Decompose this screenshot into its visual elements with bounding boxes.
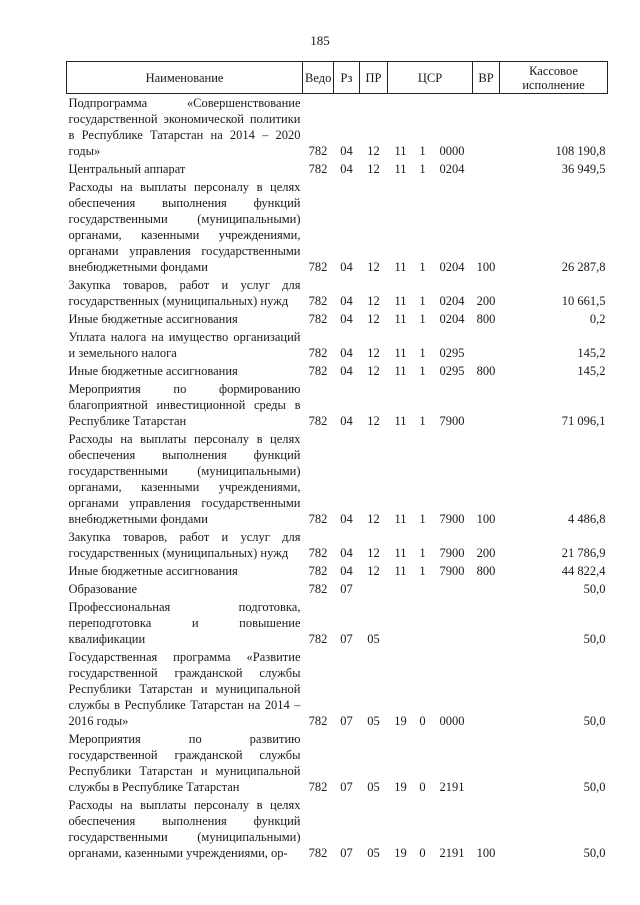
row-csr-program-cell: 11 <box>394 260 407 274</box>
row-csr-program-cell: 11 <box>394 512 407 526</box>
row-csr-subprogram-cell: 1 <box>419 162 426 176</box>
row-vr-cell: 800 <box>476 364 496 378</box>
row-rz-cell: 04 <box>340 312 353 326</box>
table-row <box>67 160 608 178</box>
row-csr-code-cell: 0295 <box>439 364 465 378</box>
row-csr-code-cell: 7900 <box>439 512 465 526</box>
row-name-cell: Расходы на выплаты персоналу в целях обеспечения выполнения функций государственными (муниципальными) органами, казенными учреждениями, органами управления государственными внебюджетными фондами <box>68 180 301 274</box>
row-amount-cell: 0,2 <box>589 312 606 326</box>
row-vr-cell: 100 <box>476 260 496 274</box>
row-csr-code-cell: 0295 <box>439 346 465 360</box>
row-name-cell: Государственная программа «Развитие государственной гражданской службы Республики Татарстан и муниципальной службы в Республике Татарстан на 2014 – 2016 годы» <box>68 650 301 728</box>
page-number: 185 <box>310 33 330 48</box>
row-csr-code-cell: 7900 <box>439 564 465 578</box>
row-amount-cell: 26 287,8 <box>561 260 606 274</box>
row-rz-cell: 07 <box>340 780 353 794</box>
row-vr-cell <box>473 328 500 362</box>
table-row <box>67 796 608 862</box>
row-name-cell: Расходы на выплаты персоналу в целях обеспечения выполнения функций государственными (муниципальными) органами, казенными учреждениями, ор- <box>68 798 301 860</box>
table-row <box>67 648 608 730</box>
row-csr-program-cell: 11 <box>394 144 407 158</box>
table-row <box>67 328 608 362</box>
row-csr-code-cell: 7900 <box>439 414 465 428</box>
row-csr-subprogram-cell: 1 <box>419 546 426 560</box>
row-ved-cell: 782 <box>308 714 328 728</box>
row-pr-cell: 05 <box>367 780 380 794</box>
row-csr-code-cell: 0000 <box>439 714 465 728</box>
row-pr-cell: 12 <box>367 414 380 428</box>
row-csr-subprogram-cell: 1 <box>419 414 426 428</box>
col-header-rz: Рз <box>334 62 360 94</box>
row-amount-cell: 50,0 <box>583 780 606 794</box>
row-csr-code-cell: 7900 <box>439 546 465 560</box>
row-ved-cell: 782 <box>308 582 328 596</box>
row-csr-program-cell: 11 <box>394 546 407 560</box>
row-csr-program-cell: 19 <box>394 846 407 860</box>
row-rz-cell: 07 <box>340 582 353 596</box>
table-row <box>67 276 608 310</box>
row-csr-program-cell: 19 <box>394 714 407 728</box>
table-header-row <box>67 62 608 94</box>
row-vr-cell <box>473 380 500 430</box>
row-csr-program-cell <box>388 598 414 648</box>
table-row <box>67 598 608 648</box>
row-amount-cell: 145,2 <box>577 346 606 360</box>
row-name-cell: Мероприятия по формированию благоприятной инвестиционной среды в Республике Татарстан <box>68 382 301 428</box>
row-vr-cell: 200 <box>476 294 496 308</box>
row-rz-cell: 07 <box>340 846 353 860</box>
row-vr-cell: 100 <box>476 512 496 526</box>
row-vr-cell: 800 <box>476 312 496 326</box>
row-csr-program-cell: 11 <box>394 294 407 308</box>
row-csr-program-cell: 11 <box>394 364 407 378</box>
row-ved-cell: 782 <box>308 512 328 526</box>
row-ved-cell: 782 <box>308 780 328 794</box>
row-csr-program-cell: 11 <box>394 564 407 578</box>
row-ved-cell: 782 <box>308 414 328 428</box>
row-pr-cell: 12 <box>367 546 380 560</box>
row-pr-cell: 12 <box>367 144 380 158</box>
row-pr-cell: 12 <box>367 312 380 326</box>
row-rz-cell: 04 <box>340 564 353 578</box>
row-ved-cell: 782 <box>308 364 328 378</box>
row-ved-cell: 782 <box>308 162 328 176</box>
row-rz-cell: 04 <box>340 260 353 274</box>
row-csr-code-cell: 0204 <box>439 294 465 308</box>
row-csr-code-cell: 2191 <box>439 846 465 860</box>
row-rz-cell: 04 <box>340 512 353 526</box>
row-amount-cell: 145,2 <box>577 364 606 378</box>
row-amount-cell: 4 486,8 <box>568 512 606 526</box>
table-row <box>67 380 608 430</box>
row-name-cell: Профессиональная подготовка, переподготовка и повышение квалификации <box>68 600 301 646</box>
row-rz-cell: 04 <box>340 162 353 176</box>
row-csr-subprogram-cell: 0 <box>419 846 426 860</box>
col-header-vr: ВР <box>473 62 500 94</box>
row-vr-cell <box>473 94 500 161</box>
row-csr-subprogram-cell: 1 <box>419 294 426 308</box>
row-csr-subprogram-cell: 0 <box>419 780 426 794</box>
row-ved-cell: 782 <box>308 144 328 158</box>
row-csr-program-cell: 11 <box>394 162 407 176</box>
row-pr-cell: 05 <box>367 846 380 860</box>
row-name-cell: Иные бюджетные ассигнования <box>68 312 238 326</box>
row-vr-cell: 100 <box>476 846 496 860</box>
row-pr-cell: 12 <box>367 162 380 176</box>
row-name-cell: Иные бюджетные ассигнования <box>68 564 238 578</box>
row-amount-cell: 10 661,5 <box>561 294 606 308</box>
row-rz-cell: 07 <box>340 714 353 728</box>
row-csr-subprogram-cell <box>414 580 432 598</box>
row-vr-cell <box>473 730 500 796</box>
table-row <box>67 562 608 580</box>
row-rz-cell: 07 <box>340 632 353 646</box>
row-amount-cell: 71 096,1 <box>561 414 606 428</box>
row-csr-code-cell: 0204 <box>439 312 465 326</box>
row-ved-cell: 782 <box>308 312 328 326</box>
table-row <box>67 580 608 598</box>
row-csr-subprogram-cell: 1 <box>419 512 426 526</box>
row-pr-cell <box>360 580 388 598</box>
row-vr-cell <box>473 580 500 598</box>
row-csr-subprogram-cell: 0 <box>419 714 426 728</box>
row-name-cell: Уплата налога на имущество организаций и земельного налога <box>68 330 301 360</box>
row-amount-cell: 50,0 <box>583 582 606 596</box>
row-rz-cell: 04 <box>340 346 353 360</box>
row-name-cell: Мероприятия по развитию государственной гражданской службы Республики Татарстан и муниципальной службы в Республике Татарстан <box>68 732 301 794</box>
row-amount-cell: 108 190,8 <box>555 144 606 158</box>
row-amount-cell: 50,0 <box>583 632 606 646</box>
row-csr-subprogram-cell: 1 <box>419 564 426 578</box>
row-csr-code-cell <box>432 598 473 648</box>
col-header-name: Наименование <box>67 62 303 94</box>
col-header-csr: ЦСР <box>388 62 473 94</box>
row-amount-cell: 50,0 <box>583 846 606 860</box>
row-pr-cell: 05 <box>367 714 380 728</box>
row-name-cell: Расходы на выплаты персоналу в целях обеспечения выполнения функций государственными (муниципальными) органами, казенными учреждениями, органами управления государственными внебюджетными фондами <box>68 432 301 526</box>
row-rz-cell: 04 <box>340 546 353 560</box>
row-pr-cell: 12 <box>367 294 380 308</box>
row-csr-code-cell: 0204 <box>439 260 465 274</box>
row-ved-cell: 782 <box>308 632 328 646</box>
row-csr-subprogram-cell <box>414 598 432 648</box>
row-ved-cell: 782 <box>308 294 328 308</box>
row-csr-program-cell: 19 <box>394 780 407 794</box>
row-pr-cell: 12 <box>367 364 380 378</box>
row-ved-cell: 782 <box>308 260 328 274</box>
row-amount-cell: 36 949,5 <box>561 162 606 176</box>
row-vr-cell <box>473 598 500 648</box>
table-row <box>67 362 608 380</box>
row-ved-cell: 782 <box>308 846 328 860</box>
row-pr-cell: 12 <box>367 260 380 274</box>
row-csr-program-cell: 11 <box>394 346 407 360</box>
row-name-cell: Подпрограмма «Совершенствование государственной экономической политики в Республике Татарстан на 2014 – 2020 годы» <box>68 96 301 158</box>
table-row <box>67 430 608 528</box>
row-vr-cell: 200 <box>476 546 496 560</box>
row-vr-cell <box>473 160 500 178</box>
row-amount-cell: 50,0 <box>583 714 606 728</box>
table-row <box>67 528 608 562</box>
row-ved-cell: 782 <box>308 346 328 360</box>
row-amount-cell: 21 786,9 <box>561 546 606 560</box>
row-csr-subprogram-cell: 1 <box>419 346 426 360</box>
row-rz-cell: 04 <box>340 364 353 378</box>
row-rz-cell: 04 <box>340 294 353 308</box>
table-row <box>67 730 608 796</box>
budget-table <box>66 61 608 862</box>
row-amount-cell: 44 822,4 <box>561 564 606 578</box>
row-csr-subprogram-cell: 1 <box>419 144 426 158</box>
row-csr-program-cell: 11 <box>394 414 407 428</box>
row-pr-cell: 12 <box>367 564 380 578</box>
row-ved-cell: 782 <box>308 546 328 560</box>
row-csr-code-cell: 2191 <box>439 780 465 794</box>
row-name-cell: Закупка товаров, работ и услуг для государственных (муниципальных) нужд <box>68 530 301 560</box>
row-vr-cell: 800 <box>476 564 496 578</box>
row-rz-cell: 04 <box>340 144 353 158</box>
row-csr-code-cell: 0204 <box>439 162 465 176</box>
row-ved-cell: 782 <box>308 564 328 578</box>
row-pr-cell: 05 <box>367 632 380 646</box>
table-row <box>67 94 608 161</box>
table-row <box>67 178 608 276</box>
row-name-cell: Иные бюджетные ассигнования <box>68 364 238 378</box>
row-csr-program-cell: 11 <box>394 312 407 326</box>
row-name-cell: Центральный аппарат <box>68 162 186 176</box>
row-csr-program-cell <box>388 580 414 598</box>
row-csr-subprogram-cell: 1 <box>419 312 426 326</box>
row-pr-cell: 12 <box>367 346 380 360</box>
row-vr-cell <box>473 648 500 730</box>
table-row <box>67 310 608 328</box>
col-header-pr: ПР <box>360 62 388 94</box>
col-header-kassa: Кассовое исполнение <box>500 62 608 94</box>
row-name-cell: Закупка товаров, работ и услуг для государственных (муниципальных) нужд <box>68 278 301 308</box>
col-header-ved: Ведо <box>303 62 334 94</box>
row-csr-code-cell <box>432 580 473 598</box>
row-rz-cell: 04 <box>340 414 353 428</box>
row-csr-code-cell: 0000 <box>439 144 465 158</box>
row-pr-cell: 12 <box>367 512 380 526</box>
row-name-cell: Образование <box>68 582 138 596</box>
row-csr-subprogram-cell: 1 <box>419 260 426 274</box>
row-csr-subprogram-cell: 1 <box>419 364 426 378</box>
